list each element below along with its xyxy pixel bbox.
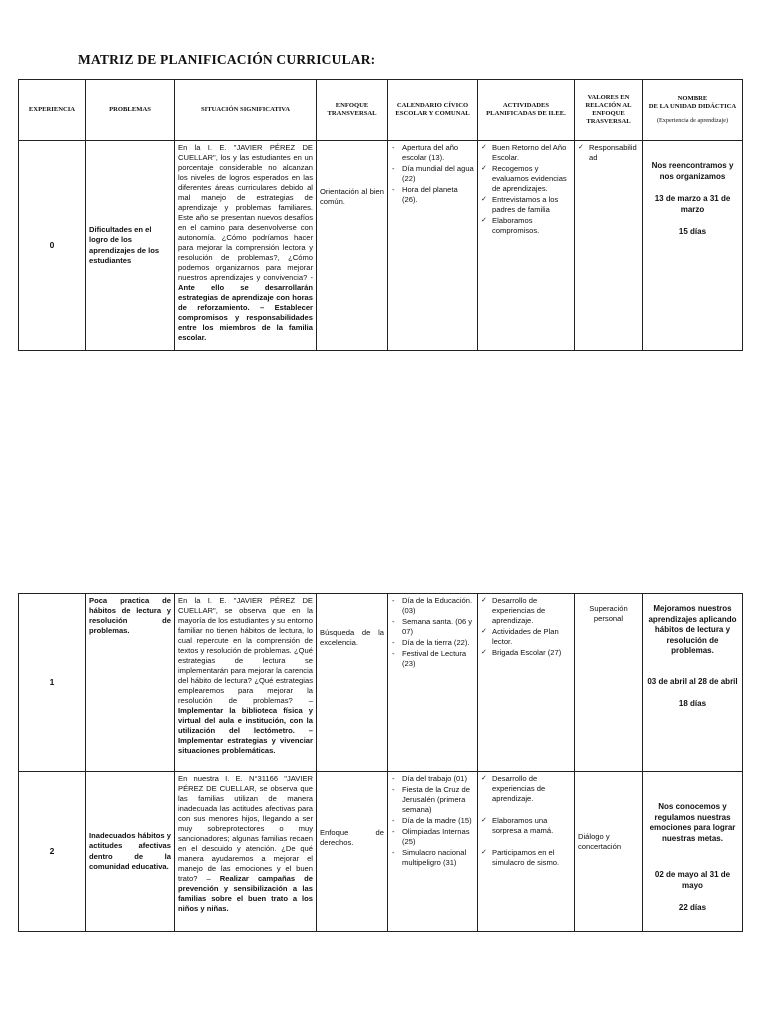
page-title: MATRIZ DE PLANIFICACIÓN CURRICULAR: — [78, 52, 376, 67]
list-item: ✓ Desarrollo de experiencias de aprendizaje. — [481, 774, 571, 804]
list-item: ✓ Participamos en el simulacro de sismo. — [481, 848, 571, 868]
table-row — [19, 772, 743, 932]
situacion-text: En nuestra I. E. N°31166 "JAVIER PÉREZ DE CUELLAR, se observa que las familias utilizan de manera inadecuada las actitudes afectivas para con sus menores hijos, llegando a ser muy sobreprotectores o muy sancionadores; algunas familias recaen en el descuido y atención. ¿De qué manera ayudaremos a mejorar el manejo de las emociones y el buen trato? – — [178, 774, 313, 884]
situacion-bold-text: Implementar la biblioteca física y virtual del aula e institución, con la utilización del lectómetro. – Implementar estrategias y vivenciar situaciones problemáticas. — [178, 706, 313, 756]
list-item: ✓ Buen Retorno del Año Escolar. — [481, 143, 571, 163]
calendario-cell — [388, 594, 478, 772]
header-calendario: CALENDARIO CÍVICO ESCOLAR Y COMUNAL — [388, 80, 478, 141]
list-item: ✓ Brigada Escolar (27) — [481, 648, 571, 658]
list-item: - Día de la madre (15) — [391, 816, 474, 826]
experiencia-cell: 1 — [19, 594, 86, 772]
header-nombre-line1: NOMBRE — [677, 94, 708, 102]
calendario-cell — [388, 772, 478, 932]
unidad-nombre: Nos reencontramos y nos organizamos — [651, 161, 734, 181]
header-enfoque: ENFOQUE TRANSVERSAL — [317, 80, 388, 141]
situacion-text: En la I. E. "JAVIER PÉREZ DE CUELLAR", se observa que en la mayoría de los estudiantes y su entorno familiar no tienen hábitos de lectura, lo cual repercute en la comprensión de textos y resolución de problemas. ¿Qué estrategias de lectura se implementarán para mejorar la carencia del hábito de lectura? ¿Qué estrategias emplearemos para mejorar la resolución de problemas? – — [178, 596, 313, 706]
situacion-text: En la I. E. "JAVIER PÉREZ DE CUELLAR", los y las estudiantes en un porcentaje considerable no alcanzan los niveles de logros esperados en las diferentes áreas curriculares debido al mal manejo de estrategias de aprendizaje y problemas familiares. Este año se presentan nuevos desafíos en el camino para desenvolverse con autonomía. ¿Cómo podríamos hacer para mejorar la comprensión lectora y resolución de problemas?, ¿Cómo podemos organizarnos para mejorar nuestros aprendizajes y convivencia? - — [178, 143, 313, 283]
experiencia-cell: 0 — [19, 141, 86, 351]
list-item: - Fiesta de la Cruz de Jerusalén (primera semana) — [391, 785, 474, 815]
list-item: ✓ Desarrollo de experiencias de aprendizaje. — [481, 596, 571, 626]
actividades-cell — [478, 141, 575, 351]
header-nombre-line2: DE LA UNIDAD DIDÁCTICA — [648, 103, 737, 111]
list-item: - Apertura del año escolar (13). — [391, 143, 474, 163]
list-item: - Semana santa. (06 y 07) — [391, 617, 474, 637]
table-row — [19, 594, 743, 772]
actividades-list — [481, 596, 571, 658]
calendario-cell — [388, 141, 478, 351]
planning-table-bottom — [18, 593, 743, 932]
valores-cell: Superación personal — [575, 594, 643, 772]
unidad-nombre: Mejoramos nuestros aprendizajes aplicando hábitos de lectura y resolución de problemas. — [648, 604, 737, 656]
list-item: - Hora del planeta (26). — [391, 185, 474, 205]
table-row — [19, 141, 743, 351]
enfoque-cell: Enfoque de derechos. — [317, 772, 388, 932]
calendario-list — [391, 774, 474, 868]
unidad-dias: 18 días — [678, 699, 707, 709]
situacion-cell — [175, 141, 317, 351]
unidad-dias: 15 días — [678, 227, 707, 237]
calendario-list — [391, 143, 474, 205]
enfoque-cell: Orientación al bien común. — [317, 141, 388, 351]
actividades-cell — [478, 594, 575, 772]
unidad-cell — [643, 772, 743, 932]
actividades-cell — [478, 772, 575, 932]
actividades-list — [481, 774, 571, 868]
problema-cell: Poca practica de hábitos de lectura y resolución de problemas. — [86, 594, 175, 772]
header-problemas: PROBLEMAS — [86, 80, 175, 141]
situacion-cell — [175, 772, 317, 932]
valores-list — [578, 143, 639, 163]
unidad-cell — [643, 594, 743, 772]
situacion-bold-text: Realizar campañas de prevención y sensibilización a las familias sobre el buen trato a los niños y niñas. — [178, 874, 313, 914]
planning-table-top — [18, 79, 743, 351]
list-item: - Simulacro nacional multipeligro (31) — [391, 848, 474, 868]
unidad-fechas: 03 de abril al 28 de abril — [647, 676, 738, 686]
enfoque-cell: Búsqueda de la excelencia. — [317, 594, 388, 772]
list-item: ✓ Responsabilidad — [578, 143, 639, 163]
header-actividades: ACTIVIDADES PLANIFICADAS DE ILEE. — [478, 80, 575, 141]
header-experiencia: EXPERIENCIA — [19, 80, 86, 141]
experiencia-cell: 2 — [19, 772, 86, 932]
header-situacion: SITUACIÓN SIGNIFICATIVA — [175, 80, 317, 141]
list-item: ✓ Entrevistamos a los padres de familia — [481, 195, 571, 215]
unidad-cell — [643, 141, 743, 351]
list-item: - Día de la Educación. (03) — [391, 596, 474, 616]
valores-cell: Diálogo y concertación — [575, 772, 643, 932]
header-nombre-unidad — [643, 80, 743, 141]
list-item: - Día del trabajo (01) — [391, 774, 474, 784]
actividades-list — [481, 143, 571, 236]
list-item: - Día mundial del agua (22) — [391, 164, 474, 184]
problema-cell: Inadecuados hábitos y actitudes afectivas dentro de la comunidad educativa. — [86, 772, 175, 932]
unidad-fechas: 02 de mayo al 31 de mayo — [654, 870, 731, 890]
list-item: - Día de la tierra (22). — [391, 638, 474, 648]
problema-cell: Dificultades en el logro de los aprendizajes de los estudiantes — [86, 141, 175, 351]
situacion-cell — [175, 594, 317, 772]
header-valores: VALORES EN RELACIÓN AL ENFOQUE TRASVERSAL — [575, 80, 643, 141]
calendario-list — [391, 596, 474, 669]
list-item: ✓ Elaboramos una sorpresa a mamá. — [481, 816, 571, 836]
list-item: ✓ Actividades de Plan lector. — [481, 627, 571, 647]
valores-cell — [575, 141, 643, 351]
situacion-bold-text: Ante ello se desarrollarán estrategias de aprendizaje con horas de reforzamiento. – Establecer compromisos y responsabilidades entre los miembros de la familia escolar. — [178, 283, 313, 343]
list-item: - Olimpiadas Internas (25) — [391, 827, 474, 847]
unidad-fechas: 13 de marzo a 31 de marzo — [654, 194, 731, 214]
unidad-nombre: Nos conocemos y regulamos nuestras emociones para lograr nuestras metas. — [649, 802, 736, 843]
list-item: ✓ Recogemos y evaluamos evidencias de aprendizajes. — [481, 164, 571, 194]
header-row — [19, 80, 743, 141]
list-item: ✓ Elaboramos compromisos. — [481, 216, 571, 236]
header-nombre-line3: (Experiencia de aprendizaje) — [656, 117, 729, 125]
unidad-dias: 22 días — [678, 903, 707, 913]
list-item: - Festival de Lectura (23) — [391, 649, 474, 669]
